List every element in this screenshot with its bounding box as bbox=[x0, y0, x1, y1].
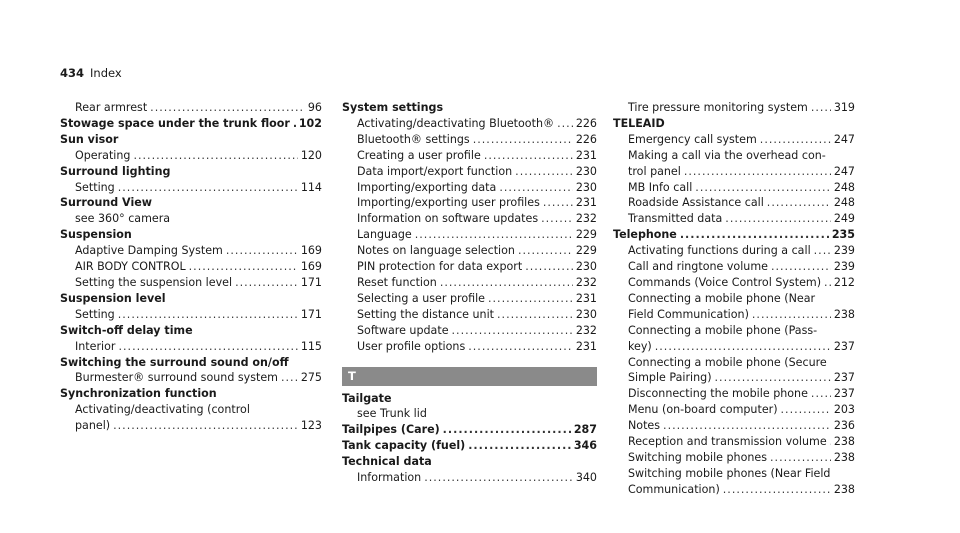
index-subentry bbox=[342, 132, 597, 148]
index-see-reference bbox=[60, 211, 322, 227]
index-heading bbox=[613, 227, 855, 243]
entry-label: Tank capacity (fuel) bbox=[342, 439, 466, 453]
index-heading bbox=[613, 116, 855, 132]
dot-leader bbox=[723, 482, 831, 498]
dot-leader bbox=[484, 148, 573, 164]
index-subentry bbox=[613, 307, 855, 323]
entry-label: Technical data bbox=[342, 455, 432, 469]
section-title: Index bbox=[90, 66, 122, 80]
index-heading bbox=[60, 355, 322, 371]
entry-label: Activating/deactivating Bluetooth® bbox=[357, 116, 555, 130]
page-reference[interactable]: 248 bbox=[833, 196, 855, 210]
index-subentry bbox=[613, 100, 855, 116]
page-header bbox=[60, 66, 122, 80]
entry-label: Setting bbox=[75, 180, 115, 194]
dot-leader bbox=[443, 422, 571, 438]
index-subentry bbox=[60, 243, 322, 259]
dot-leader bbox=[133, 148, 297, 164]
index-heading bbox=[342, 454, 597, 470]
entry-label: PIN protection for data export bbox=[357, 260, 523, 274]
page-reference[interactable]: 231 bbox=[575, 339, 597, 353]
entry-label: Reception and transmission volume bbox=[628, 435, 827, 449]
page-reference[interactable]: 232 bbox=[575, 323, 597, 337]
index-column-3 bbox=[613, 100, 855, 498]
entry-label: Setting the suspension level bbox=[75, 275, 233, 289]
dot-leader bbox=[543, 195, 573, 211]
dot-leader bbox=[189, 259, 298, 275]
index-subentry bbox=[60, 259, 322, 275]
index-heading bbox=[342, 391, 597, 407]
index-subentry bbox=[613, 164, 855, 180]
dot-leader bbox=[118, 307, 298, 323]
page-reference[interactable]: 248 bbox=[833, 180, 855, 194]
dot-leader bbox=[811, 100, 831, 116]
page-reference[interactable]: 237 bbox=[833, 387, 855, 401]
index-subentry bbox=[60, 339, 322, 355]
index-subentry bbox=[342, 323, 597, 339]
index-subentry bbox=[613, 259, 855, 275]
dot-leader bbox=[499, 180, 572, 196]
page-reference[interactable]: 237 bbox=[833, 339, 855, 353]
entry-label: panel) bbox=[75, 419, 111, 433]
dot-leader bbox=[811, 386, 831, 402]
dot-leader bbox=[468, 438, 571, 454]
index-column-2-bottom bbox=[342, 391, 597, 486]
entry-label: Setting bbox=[75, 307, 115, 321]
entry-label: key) bbox=[628, 339, 652, 353]
entry-label: Reset function bbox=[357, 275, 437, 289]
page-reference[interactable]: 203 bbox=[833, 403, 855, 417]
index-subentry bbox=[342, 291, 597, 307]
entry-label: User profile options bbox=[357, 339, 466, 353]
page-reference[interactable]: 236 bbox=[833, 419, 855, 433]
page-reference[interactable]: 249 bbox=[833, 212, 855, 226]
entry-label: Information bbox=[357, 471, 422, 485]
entry-label: Selecting a user profile bbox=[357, 291, 485, 305]
dot-leader bbox=[452, 323, 573, 339]
index-subentry bbox=[60, 418, 322, 434]
page-reference[interactable]: 239 bbox=[833, 244, 855, 258]
entry-label: Notes on language selection bbox=[357, 244, 515, 258]
dot-leader bbox=[771, 259, 831, 275]
index-column-2-top bbox=[342, 100, 597, 355]
page-reference[interactable]: 171 bbox=[300, 275, 322, 289]
dot-leader bbox=[760, 132, 831, 148]
page-reference[interactable]: 169 bbox=[300, 244, 322, 258]
index-subentry bbox=[613, 132, 855, 148]
dot-leader bbox=[725, 211, 831, 227]
dot-leader bbox=[684, 164, 831, 180]
index-subentry bbox=[613, 275, 855, 291]
page-reference[interactable]: 226 bbox=[575, 132, 597, 146]
index-subentry bbox=[613, 180, 855, 196]
index-subentry bbox=[613, 243, 855, 259]
index-heading bbox=[342, 438, 597, 454]
entry-label: Rear armrest bbox=[75, 101, 148, 114]
dot-leader bbox=[118, 180, 298, 196]
entry-label: Importing/exporting data bbox=[357, 180, 497, 194]
page-reference[interactable]: 169 bbox=[300, 260, 322, 274]
dot-leader bbox=[488, 291, 573, 307]
entry-label: Operating bbox=[75, 148, 131, 162]
page-reference[interactable]: 230 bbox=[575, 180, 597, 194]
dot-leader bbox=[541, 211, 573, 227]
entry-label: TELEAID bbox=[613, 116, 665, 130]
index-subentry bbox=[60, 100, 322, 116]
entry-label: Tire pressure monitoring system bbox=[628, 101, 808, 114]
entry-label: Tailgate bbox=[342, 391, 392, 405]
dot-leader bbox=[715, 370, 831, 386]
page-reference[interactable]: 230 bbox=[575, 260, 597, 274]
index-entry-continued: Making a call via the overhead con- bbox=[628, 148, 826, 162]
dot-leader bbox=[814, 243, 831, 259]
entry-label: trol panel bbox=[628, 164, 681, 178]
entry-label: Burmester® surround sound system bbox=[75, 371, 278, 385]
dot-leader bbox=[770, 450, 831, 466]
page-reference[interactable]: 238 bbox=[833, 435, 855, 449]
entry-label: Bluetooth® settings bbox=[357, 132, 470, 146]
entry-label: Stowage space under the trunk floor bbox=[60, 116, 290, 130]
index-heading bbox=[60, 164, 322, 180]
page-reference[interactable]: 247 bbox=[833, 132, 855, 146]
index-heading bbox=[60, 291, 322, 307]
entry-label: Adaptive Damping System bbox=[75, 244, 223, 258]
index-column-2 bbox=[342, 100, 597, 486]
page-reference[interactable]: 212 bbox=[833, 275, 855, 289]
dot-leader bbox=[440, 275, 573, 291]
page-reference[interactable]: 230 bbox=[575, 164, 597, 178]
page-reference[interactable]: 114 bbox=[300, 180, 322, 194]
entry-label: Switch-off delay time bbox=[60, 323, 193, 337]
page-reference[interactable]: 346 bbox=[573, 439, 597, 453]
index-entry-continued: Connecting a mobile phone (Secure bbox=[628, 355, 827, 369]
index-subentry bbox=[342, 180, 597, 196]
entry-label: Call and ringtone volume bbox=[628, 260, 768, 274]
index-subentry bbox=[60, 180, 322, 196]
index-heading bbox=[60, 386, 322, 402]
page-reference[interactable]: 247 bbox=[833, 164, 855, 178]
dot-leader bbox=[767, 195, 831, 211]
page-reference[interactable]: 319 bbox=[833, 101, 855, 114]
index-see-reference bbox=[342, 406, 597, 422]
index-entry-continued: Connecting a mobile phone (Near bbox=[628, 291, 816, 305]
dot-leader bbox=[150, 100, 305, 116]
dot-leader bbox=[226, 243, 298, 259]
entry-label: Importing/exporting user profiles bbox=[357, 196, 540, 210]
page-reference[interactable]: 340 bbox=[575, 471, 597, 485]
page-reference[interactable]: 171 bbox=[300, 307, 322, 321]
page-reference[interactable]: 232 bbox=[575, 212, 597, 226]
entry-label: Language bbox=[357, 228, 412, 242]
entry-label: Menu (on-board computer) bbox=[628, 403, 778, 417]
entry-label: Telephone bbox=[613, 228, 677, 242]
dot-leader bbox=[473, 132, 573, 148]
page-reference[interactable]: 232 bbox=[575, 275, 597, 289]
dot-leader bbox=[515, 164, 573, 180]
index-subentry bbox=[342, 227, 597, 243]
entry-label: Notes bbox=[628, 419, 661, 433]
page-reference[interactable]: 102 bbox=[298, 116, 322, 130]
dot-leader bbox=[293, 116, 296, 132]
index-subentry bbox=[342, 243, 597, 259]
index-subentry bbox=[613, 211, 855, 227]
index-entry-continued: Connecting a mobile phone (Pass- bbox=[628, 323, 818, 337]
entry-label: see Trunk lid bbox=[357, 407, 427, 421]
index-subentry bbox=[342, 148, 597, 164]
page-reference[interactable]: 229 bbox=[575, 228, 597, 242]
index-subentry bbox=[342, 259, 597, 275]
index-subentry bbox=[60, 307, 322, 323]
index-subentry bbox=[60, 370, 322, 386]
entry-label: MB Info call bbox=[628, 180, 693, 194]
page-reference[interactable]: 123 bbox=[300, 419, 322, 433]
page-reference[interactable]: 237 bbox=[833, 371, 855, 385]
entry-label: System settings bbox=[342, 101, 444, 114]
entry-label: Suspension bbox=[60, 228, 132, 242]
page-reference[interactable]: 287 bbox=[573, 423, 597, 437]
entry-label: Tailpipes (Care) bbox=[342, 423, 440, 437]
index-subentry bbox=[342, 275, 597, 291]
page-reference[interactable]: 120 bbox=[300, 148, 322, 162]
page-reference[interactable]: 275 bbox=[300, 371, 322, 385]
entry-label: Synchronization function bbox=[60, 387, 217, 401]
index-subentry bbox=[613, 450, 855, 466]
index-subentry bbox=[342, 339, 597, 355]
dot-leader bbox=[281, 370, 298, 386]
dot-leader bbox=[695, 180, 831, 196]
dot-leader bbox=[663, 418, 831, 434]
entry-label: Switching the surround sound on/off bbox=[60, 355, 289, 369]
entry-label: Information on software updates bbox=[357, 212, 539, 226]
entry-label: Software update bbox=[357, 323, 449, 337]
entry-label: Suspension level bbox=[60, 291, 166, 305]
dot-leader bbox=[655, 339, 831, 355]
entry-label: AIR BODY CONTROL bbox=[75, 260, 186, 274]
index-subentry bbox=[60, 148, 322, 164]
page-reference[interactable]: 238 bbox=[833, 482, 855, 496]
entry-label: Commands (Voice Control System) bbox=[628, 275, 822, 289]
entry-label: Setting the distance unit bbox=[357, 307, 495, 321]
entry-label: Field Communication) bbox=[628, 307, 749, 321]
entry-label: Transmitted data bbox=[628, 212, 723, 226]
dot-leader bbox=[680, 227, 829, 243]
page-reference[interactable]: 231 bbox=[575, 148, 597, 162]
dot-leader bbox=[830, 434, 831, 450]
dot-leader bbox=[781, 402, 831, 418]
index-heading bbox=[60, 323, 322, 339]
dot-leader bbox=[497, 307, 573, 323]
index-heading bbox=[60, 116, 322, 132]
index-heading bbox=[60, 195, 322, 211]
index-subentry bbox=[613, 434, 855, 450]
index-heading bbox=[342, 422, 597, 438]
page-reference[interactable]: 231 bbox=[575, 291, 597, 305]
dot-leader bbox=[415, 227, 573, 243]
entry-label: Sun visor bbox=[60, 132, 119, 146]
index-subentry bbox=[613, 339, 855, 355]
dot-leader bbox=[557, 116, 573, 132]
entry-label: Emergency call system bbox=[628, 132, 757, 146]
page-reference[interactable]: 96 bbox=[307, 101, 322, 114]
index-column-1 bbox=[60, 100, 322, 434]
page-reference[interactable]: 239 bbox=[833, 260, 855, 274]
dot-leader bbox=[824, 275, 831, 291]
page-number: 434 bbox=[60, 66, 85, 80]
index-heading bbox=[60, 132, 322, 148]
entry-label: Simple Pairing) bbox=[628, 371, 712, 385]
letter-section-header: T bbox=[342, 367, 597, 386]
page-reference[interactable]: 235 bbox=[831, 228, 855, 242]
index-entry-continued: Activating/deactivating (control bbox=[75, 403, 250, 417]
entry-label: Activating functions during a call bbox=[628, 244, 811, 258]
page-reference[interactable]: 231 bbox=[575, 196, 597, 210]
entry-label: Disconnecting the mobile phone bbox=[628, 387, 808, 401]
index-entry-continued: Switching mobile phones (Near Field bbox=[628, 466, 831, 480]
index-subentry bbox=[613, 402, 855, 418]
dot-leader bbox=[518, 243, 573, 259]
entry-label: Switching mobile phones bbox=[628, 450, 768, 464]
page-reference[interactable]: 238 bbox=[833, 450, 855, 464]
index-heading bbox=[60, 227, 322, 243]
entry-label: Surround lighting bbox=[60, 164, 171, 178]
page-reference[interactable]: 115 bbox=[300, 339, 322, 353]
index-subentry bbox=[342, 211, 597, 227]
dot-leader bbox=[525, 259, 573, 275]
entry-label: Data import/export function bbox=[357, 164, 513, 178]
entry-label: Roadside Assistance call bbox=[628, 196, 764, 210]
index-subentry bbox=[342, 116, 597, 132]
index-subentry bbox=[60, 275, 322, 291]
index-subentry bbox=[613, 195, 855, 211]
index-subentry bbox=[613, 386, 855, 402]
dot-leader bbox=[752, 307, 831, 323]
index-heading bbox=[342, 100, 597, 116]
dot-leader bbox=[113, 418, 298, 434]
index-subentry bbox=[342, 470, 597, 486]
index-subentry bbox=[613, 418, 855, 434]
index-subentry bbox=[342, 164, 597, 180]
entry-label: Surround View bbox=[60, 196, 153, 210]
entry-label: Interior bbox=[75, 339, 116, 353]
page-reference[interactable]: 226 bbox=[575, 116, 597, 130]
entry-label: see 360° camera bbox=[75, 212, 171, 226]
page-reference[interactable]: 238 bbox=[833, 307, 855, 321]
entry-label: Communication) bbox=[628, 482, 720, 496]
index-subentry bbox=[613, 482, 855, 498]
index-subentry bbox=[342, 307, 597, 323]
dot-leader bbox=[424, 470, 573, 486]
page-reference[interactable]: 229 bbox=[575, 244, 597, 258]
dot-leader bbox=[468, 339, 573, 355]
dot-leader bbox=[235, 275, 298, 291]
index-subentry bbox=[342, 195, 597, 211]
dot-leader bbox=[118, 339, 297, 355]
page-reference[interactable]: 230 bbox=[575, 307, 597, 321]
entry-label: Creating a user profile bbox=[357, 148, 481, 162]
index-subentry bbox=[613, 370, 855, 386]
